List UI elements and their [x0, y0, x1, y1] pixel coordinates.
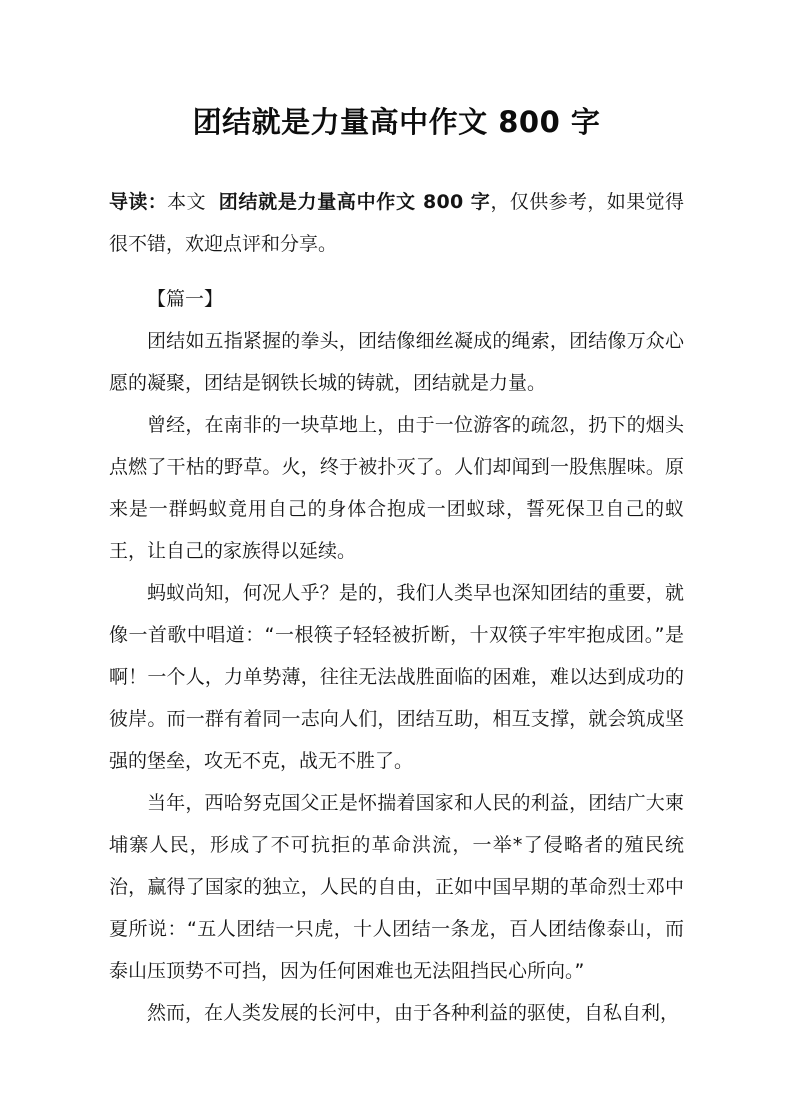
page-title: 团结就是力量高中作文 800 字: [192, 105, 601, 139]
body-paragraph-1: 团结如五指紧握的拳头，团结像细丝凝成的绳索，团结像万众心愿的凝聚，团结是钢铁长城的铸就，团结就是力量。: [109, 330, 684, 394]
body-paragraph-2: 曾经，在南非的一块草地上，由于一位游客的疏忽，扔下的烟头点燃了干枯的野草。火，终于被扑灭了。人们却闻到一股焦腥味。原来是一群蚂蚁竟用自己的身体合抱成一团蚁球，誓死保卫自己的蚁王，让自己的家族得以延续。: [109, 414, 684, 562]
intro-paragraph: [109, 144, 684, 265]
body-paragraph-5: 然而，在人类发展的长河中，由于各种利益的驱使，自私自利，: [147, 1002, 680, 1024]
section-heading: 【篇一】: [147, 288, 224, 310]
document-content: [109, 0, 684, 1034]
body-paragraph-3: 蚂蚁尚知，何况人乎？是的，我们人类早也深知团结的重要，就像一首歌中唱道：“一根筷子轻轻被折断，十双筷子牢牢抱成团。”是啊！一个人，力单势薄，往往无法战胜面临的困难，难以达到成功的彼岸。而一群有着同一志向人们，团结互助，相互支撑，就会筑成坚强的堡垒，攻无不克，战无不胜了。: [109, 582, 684, 772]
intro-lead-suffix: ，仅供参考，如果觉得很不错，欢迎点评和分享。: [109, 191, 684, 255]
intro-lead-label: 导读：: [109, 191, 168, 213]
intro-lead-title: 团结就是力量高中作文 800 字: [218, 191, 491, 213]
body-paragraph-4: 当年，西哈努克国父正是怀揣着国家和人民的利益，团结广大柬埔寨人民，形成了不可抗拒的革命洪流，一举*了侵略者的殖民统治，赢得了国家的独立，人民的自由，正如中国早期的革命烈士邓中夏所说：“五人团结一只虎，十人团结一条龙，百人团结像泰山，而泰山压顶势不可挡，因为任何困难也无法阻挡民心所向。”: [109, 792, 684, 982]
intro-lead-prefix: 本文: [167, 191, 206, 213]
